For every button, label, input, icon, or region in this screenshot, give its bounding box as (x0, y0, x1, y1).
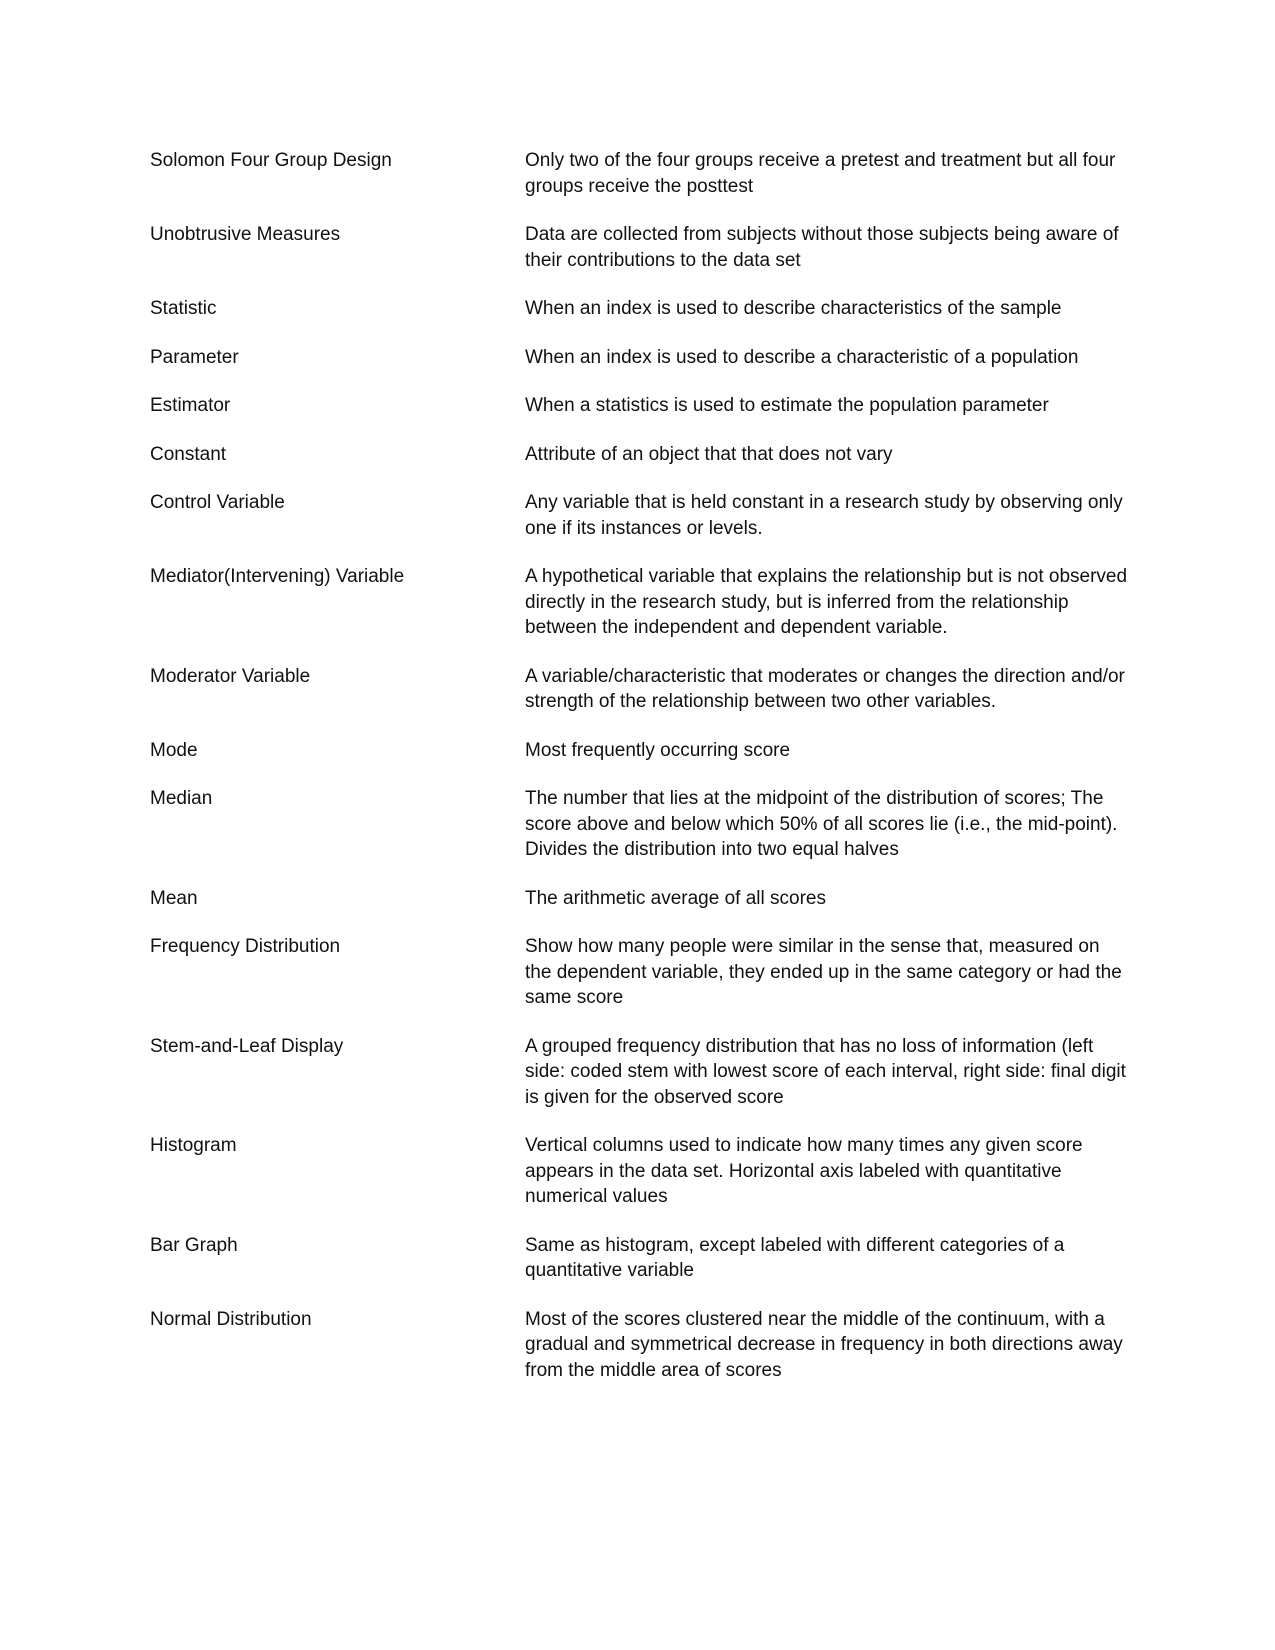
glossary-entry (150, 1233, 1130, 1284)
glossary-definition: Same as histogram, except labeled with different categories of a quantitative variable (525, 1234, 1065, 1281)
glossary-entry (150, 393, 1130, 419)
glossary-definition: When an index is used to describe a characteristic of a population (525, 346, 1079, 368)
glossary-definition: Attribute of an object that that does not vary (525, 443, 893, 465)
glossary-entry (150, 345, 1130, 371)
glossary-term: Statistic (150, 298, 217, 319)
glossary-definition: Show how many people were similar in the sense that, measured on the dependent variable, they ended up in the same category or had the same score (525, 936, 1122, 1008)
glossary-definition: Vertical columns used to indicate how many times any given score appears in the data set. Horizontal axis labeled with quantitative numerical values (525, 1135, 1083, 1207)
glossary-entry (150, 786, 1130, 863)
glossary-definition: When a statistics is used to estimate the population parameter (525, 395, 1049, 416)
glossary-entry (150, 442, 1130, 468)
glossary-definition: Most frequently occurring score (525, 739, 791, 761)
glossary-term: Mode (150, 739, 198, 761)
glossary-entry (150, 886, 1130, 912)
glossary-term: Mediator(Intervening) Variable (150, 566, 405, 587)
glossary-entry (150, 148, 1130, 199)
glossary-term: Control Variable (150, 492, 285, 513)
glossary-definition: The number that lies at the midpoint of the distribution of scores; The score above and below which 50% of all scores lie (i.e., the mid-point). Divides the distribution into two equal halves (525, 788, 1118, 860)
glossary-entry (150, 490, 1130, 541)
glossary-term: Histogram (150, 1135, 237, 1156)
glossary-term: Mean (150, 887, 198, 909)
glossary-page (150, 148, 1130, 1406)
glossary-definition: Only two of the four groups receive a pretest and treatment but all four groups receive the posttest (525, 150, 1116, 197)
glossary-term: Constant (150, 443, 227, 465)
glossary-definition: When an index is used to describe characteristics of the sample (525, 298, 1062, 319)
glossary-entry (150, 934, 1130, 1011)
glossary-entry (150, 1133, 1130, 1210)
glossary-entry (150, 1034, 1130, 1111)
glossary-definition: A hypothetical variable that explains the relationship but is not observed directly in the research study, but is inferred from the relationship between the independent and dependent variable. (525, 566, 1128, 638)
glossary-term: Median (150, 788, 213, 809)
glossary-term: Unobtrusive Measures (150, 224, 341, 245)
glossary-definition: A variable/characteristic that moderates or changes the direction and/or strength of the relationship between two other variables. (525, 665, 1125, 712)
glossary-entry (150, 1307, 1130, 1384)
glossary-definition: Most of the scores clustered near the middle of the continuum, with a gradual and symmetrical decrease in frequency in both directions away from the middle area of scores (525, 1308, 1123, 1381)
glossary-term: Estimator (150, 395, 231, 416)
glossary-term: Normal Distribution (150, 1308, 312, 1330)
glossary-term: Solomon Four Group Design (150, 150, 392, 171)
glossary-term: Bar Graph (150, 1234, 238, 1256)
glossary-entry (150, 664, 1130, 715)
glossary-entry (150, 222, 1130, 273)
glossary-entry (150, 738, 1130, 764)
glossary-term: Stem-and-Leaf Display (150, 1035, 344, 1057)
glossary-definition: A grouped frequency distribution that has no loss of information (left side: coded stem with lowest score of each interval, right side: final digit is given for the observed score (525, 1035, 1126, 1108)
glossary-term: Parameter (150, 346, 239, 368)
glossary-term: Frequency Distribution (150, 936, 341, 957)
glossary-entry (150, 296, 1130, 322)
glossary-definition: The arithmetic average of all scores (525, 887, 826, 909)
glossary-definition: Any variable that is held constant in a research study by observing only one if its instances or levels. (525, 492, 1123, 539)
glossary-definition: Data are collected from subjects without those subjects being aware of their contributions to the data set (525, 224, 1119, 271)
glossary-entry (150, 564, 1130, 641)
glossary-term: Moderator Variable (150, 665, 311, 687)
